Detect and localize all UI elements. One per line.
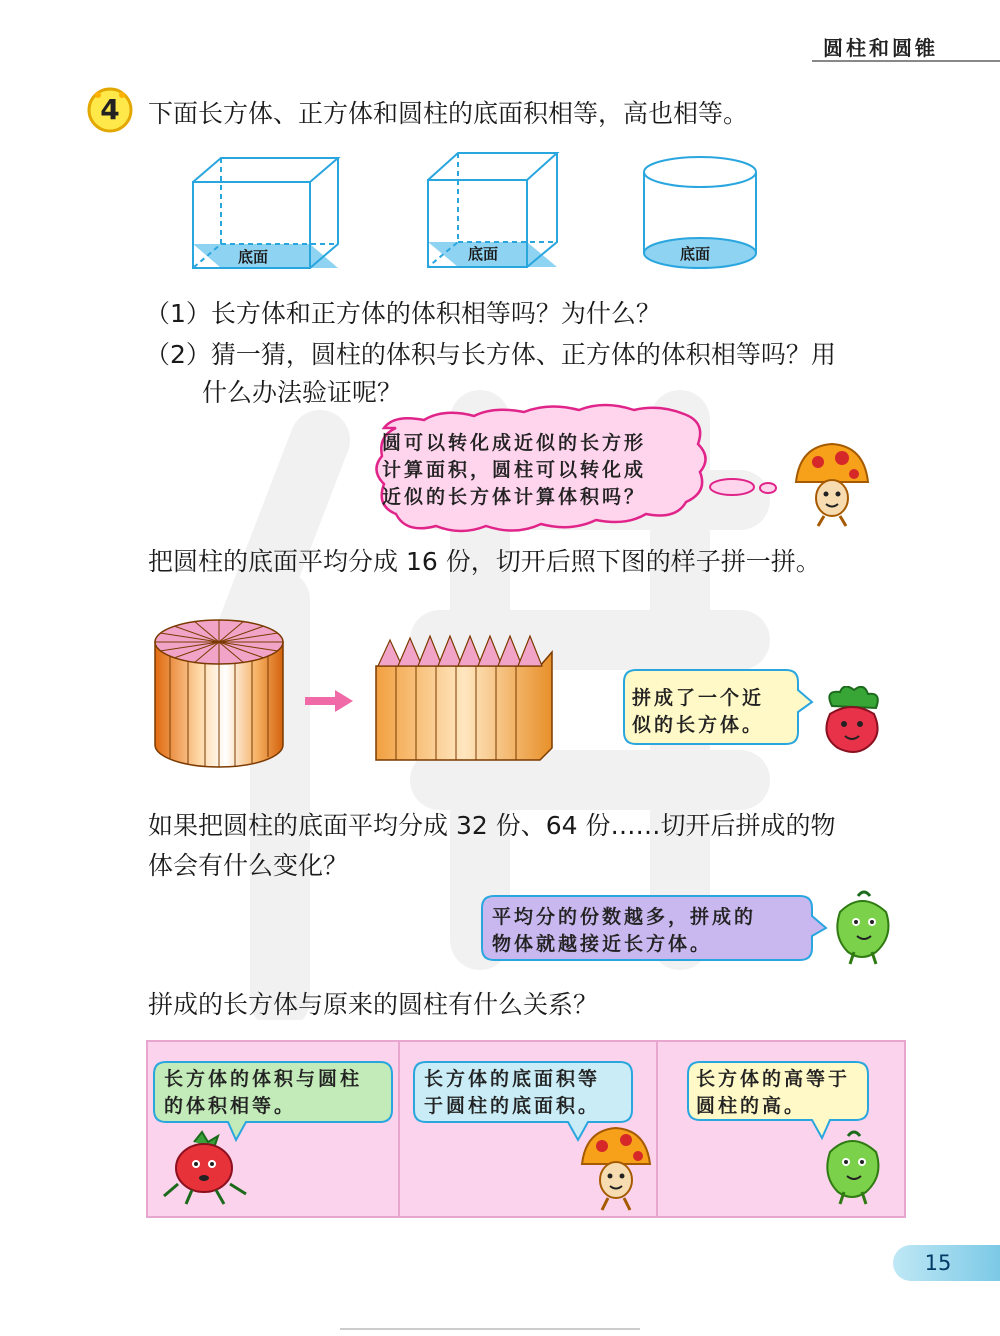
pepper-bubble-line-2: 物体就越接近长方体。	[492, 933, 713, 955]
cylinder-base-label: 底面	[680, 245, 711, 263]
question-2-line-2: 什么办法验证呢？	[202, 378, 403, 407]
panel-bubble-2-line-1: 长方体的底面积等	[424, 1068, 601, 1090]
page-number: 15	[924, 1251, 952, 1275]
panel-bubble-3-line-2: 圆柱的高。	[696, 1095, 807, 1117]
chapter-title: 圆柱和圆锥	[823, 36, 938, 60]
question-2-line-1: （2）猜一猜，圆柱的体积与长方体、正方体的体积相等吗？用	[145, 340, 836, 369]
mushroom-bubble-line-2: 计算面积，圆柱可以转化成	[382, 459, 647, 481]
question-more-line-2: 体会有什么变化？	[148, 851, 349, 880]
panel-bubble-1-line-1: 长方体的体积与圆柱	[164, 1068, 363, 1090]
question-more-line-1: 如果把圆柱的底面平均分成 32 份、64 份……切开后拼成的物	[148, 811, 836, 840]
pepper-bubble-line-1: 平均分的份数越多，拼成的	[492, 906, 757, 928]
mushroom-bubble-line-1: 圆可以转化成近似的长方形	[382, 432, 647, 454]
question-relation: 拼成的长方体与原来的圆柱有什么关系？	[148, 990, 599, 1019]
bottom-divider	[340, 1328, 640, 1330]
radish-bubble-line-2: 似的长方体。	[632, 714, 765, 736]
question-1: （1）长方体和正方体的体积相等吗？为什么？	[145, 299, 661, 328]
radish-bubble-line-1: 拼成了一个近	[632, 687, 765, 709]
cuboid-base-label: 底面	[238, 248, 269, 266]
instruction-text: 把圆柱的底面平均分成 16 份，切开后照下图的样子拼一拼。	[148, 547, 821, 576]
cube-base-label: 底面	[468, 245, 499, 263]
tomato-character-icon	[156, 1128, 256, 1208]
mushroom-character-icon	[576, 1124, 656, 1214]
pepper-character-icon	[818, 1128, 888, 1208]
example-number: 4	[100, 93, 120, 126]
panel-bubble-3-line-1: 长方体的高等于	[696, 1068, 851, 1090]
mushroom-bubble-line-3: 近似的长方体计算体积吗？	[382, 486, 647, 508]
example-statement: 下面长方体、正方体和圆柱的底面积相等，高也相等。	[148, 99, 749, 128]
panel-bubble-1-line-2: 的体积相等。	[164, 1095, 297, 1117]
panel-bubble-2-line-2: 于圆柱的底面积。	[424, 1095, 601, 1117]
